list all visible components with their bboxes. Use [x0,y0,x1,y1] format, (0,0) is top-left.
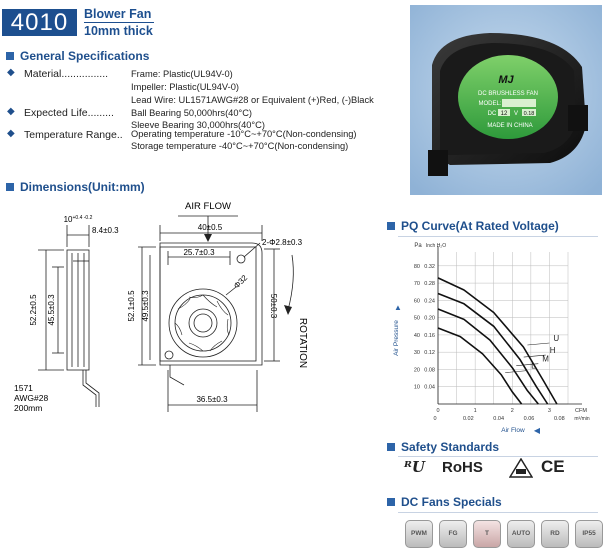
x-tick-secondary: 0.06 [523,416,535,422]
product-type: Blower Fan [84,7,152,21]
dim-side-height-inner: 45.5±0.3 [47,294,56,326]
y-axis-title: Air Pressure [393,320,400,356]
dimension-drawing [0,195,390,415]
section-square-icon [6,183,14,191]
air-flow-label: AIR FLOW [185,201,231,212]
series-label: M [542,354,549,364]
y-tick-primary: 30 [413,350,420,357]
spec-value: Operating temperature -10°C~+70°C(Non-condensing) [131,129,357,139]
pq-curve-divider [398,236,598,237]
y-tick-secondary: 0.20 [424,315,435,322]
diamond-bullet-icon: ◆ [7,128,15,139]
y-tick-secondary: 0.12 [424,350,435,357]
ip55-icon: IP55 [575,520,603,548]
photo-label: V [513,111,519,117]
x-tick-primary: 3 [547,408,551,414]
y-tick-primary: 50 [413,315,420,322]
ce-icon: CE [541,457,565,476]
x-tick-secondary: 0.04 [493,416,505,422]
pq-axes [438,246,582,404]
spec-value: Frame: Plastic(UL94V-0) [131,69,233,79]
general-spec-heading: General Specifications [6,49,149,63]
thermal-icon: T [473,520,501,548]
y-tick-primary: 10 [413,384,420,391]
spec-label: Expected Life......... [24,107,114,119]
x-unit-primary: CFM [575,408,587,414]
photo-label: 0.18 [523,111,535,117]
section-square-icon [387,498,395,506]
dc-specials-divider [398,512,598,513]
auto-restart-icon: AUTO [507,520,535,548]
rotation-label: ROTATION [297,317,308,369]
dim-front-diameter: Φ32 [232,273,250,291]
x-tick-secondary: 0 [433,416,437,422]
rd-icon: RD [541,520,569,548]
y-tick-primary: 40 [413,332,420,339]
pwm-icon: PWM [405,520,433,548]
y-tick-secondary: 0.32 [424,263,435,270]
photo-brand: MJ [498,74,514,86]
x-axis-title: Air Flow [501,427,525,434]
rohs-icon: RoHS [442,459,483,476]
diamond-bullet-icon: ◆ [7,67,15,78]
product-photo [410,5,602,195]
y-tick-secondary: 0.08 [424,367,435,374]
dim-front-h2: 49.5±0.3 [141,290,150,322]
safety-marks [404,456,599,480]
series-line [438,328,522,404]
spec-value: Impeller: Plastic(UL94V-0) [131,82,239,92]
wire-spec: 1571 [14,383,33,393]
y-tick-primary: 60 [413,298,420,305]
wire-spec: AWG#28 [14,393,49,403]
photo-label: 12 [500,111,508,117]
section-square-icon [387,443,395,451]
safety-heading: Safety Standards [387,440,499,454]
pq-series [438,278,560,404]
series-label: L [531,361,536,371]
series-line [438,294,548,405]
y-tick-primary: 70 [413,281,420,288]
series-line [438,309,538,404]
header-underline [84,22,154,23]
y-unit-secondary: Inch H₂O [425,243,447,249]
spec-value: Ball Bearing 50,000hrs(40°C) [131,108,253,118]
dim-front-holes: 2-Φ2.8±0.3 [262,238,303,247]
y-tick-secondary: 0.28 [424,281,435,288]
pq-grid [438,252,568,404]
dim-side-depth: 8.4±0.3 [92,226,119,235]
y-unit-primary: Pa [414,243,422,249]
x-tick-secondary: 0.02 [462,416,474,422]
y-tick-secondary: 0.24 [424,298,435,305]
spec-value: Lead Wire: UL1571AWG#28 or Equivalent (+)Red, (-)Black [131,95,374,105]
dim-front-inner: 25.7±0.3 [183,248,215,257]
wire-spec: 200mm [14,403,43,413]
dim-front-bottom: 36.5±0.3 [196,395,228,404]
fg-icon: FG [439,520,467,548]
dim-side-height-outer: 52.2±0.5 [29,294,38,326]
y-tick-secondary: 0.16 [424,332,435,339]
y-tick-primary: 20 [413,367,420,374]
photo-label: DC BRUSHLESS FAN [477,91,539,97]
dim-side-thickness: $10^{+0.4 -0.2}$ [63,215,93,224]
ul-recognized-icon: ᴿU [404,458,425,476]
dc-specials-heading: DC Fans Specials [387,495,502,509]
x-tick-primary: 2 [510,408,514,414]
pq-labels [393,243,590,434]
x-axis-arrow-icon: ◀ [533,426,541,434]
model-badge: 4010 [2,9,77,36]
dim-front-width: 40±0.5 [197,223,223,232]
dimensions-heading: Dimensions(Unit:mm) [6,180,145,194]
spec-value: Sleeve Bearing 30,000hrs(40°C) [131,120,265,130]
dim-front-h3: 50±0.3 [269,293,278,319]
series-label: H [549,346,556,356]
photo-label: MODEL: [478,101,502,107]
y-tick-secondary: 0.04 [424,384,435,391]
y-axis-arrow-icon: ▲ [394,303,402,312]
series-label: U [553,334,560,343]
series-line [438,278,560,404]
spec-label: Temperature Range.. [24,129,123,141]
x-tick-secondary: 0.08 [553,416,565,422]
product-thickness: 10mm thick [84,24,153,38]
warning-triangle-icon [509,458,533,478]
pq-curve-heading: PQ Curve(At Rated Voltage) [387,219,559,233]
x-tick-primary: 0 [436,408,440,414]
pq-curve-chart [388,238,600,434]
photo-label: DC [487,111,497,117]
section-square-icon [387,222,395,230]
photo-label: MADE IN CHINA [487,123,533,129]
dim-front-h1: 52.1±0.5 [127,290,136,322]
x-tick-primary: 1 [473,408,477,414]
section-square-icon [6,52,14,60]
y-tick-primary: 80 [413,263,420,270]
x-unit-secondary: m³/min [574,416,590,422]
spec-value: Storage temperature -40°C~+70°C(Non-condensing) [131,141,349,151]
spec-label: Material................ [24,68,109,80]
diamond-bullet-icon: ◆ [7,106,15,117]
